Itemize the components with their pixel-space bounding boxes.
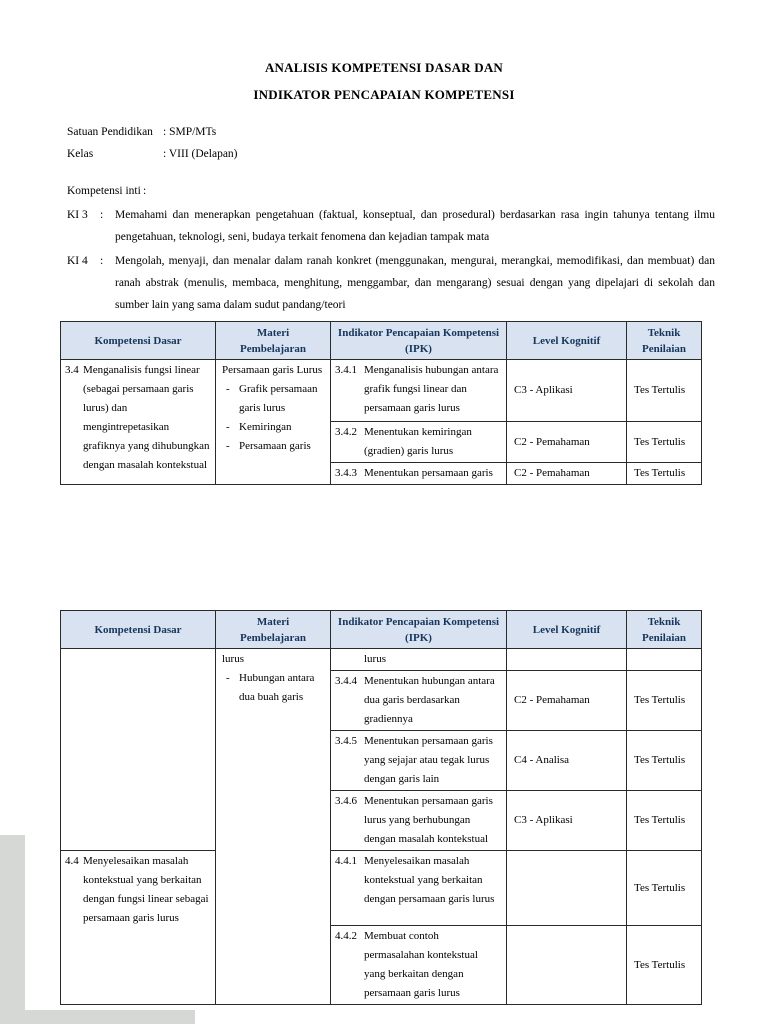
ipk-cell-3-4-3: [331, 463, 507, 485]
level-cell: [507, 851, 627, 926]
kd-text: Menyelesaikan masalah kontekstual yang berkaitan dengan fungsi linear sebagai persamaan garis lurus: [83, 855, 209, 924]
ipk-code: 3.4.4: [335, 675, 357, 687]
header-label: Pembelajaran: [240, 342, 306, 355]
analysis-table-1: [60, 321, 702, 485]
ipk-code: 3.4.5: [335, 735, 357, 747]
materi-intro: Persamaan garis Lurus: [222, 364, 323, 376]
ipk-code: 3.4.2: [335, 426, 357, 438]
ipk-text: Menentukan kemiringan (gradien) garis lurus: [364, 426, 472, 457]
teknik-cell: Tes Tertulis: [627, 422, 702, 463]
ipk-cell-3-4-1: [331, 360, 507, 422]
ki-3-colon: :: [100, 209, 104, 221]
bullet-dash: -: [226, 440, 230, 452]
ipk-code: 4.4.2: [335, 930, 357, 942]
ipk-code: 3.4.3: [335, 467, 357, 479]
viewer-background-bottom-strip: [0, 1010, 195, 1024]
kd-text: Menganalisis fungsi linear (sebagai persamaan garis lurus) dan mengintrepetasikan grafiknya yang dihubungkan dengan masalah kontekstual: [83, 364, 210, 471]
teknik-cell: [627, 649, 702, 671]
header-label: Materi: [256, 615, 290, 628]
materi-item: [226, 380, 326, 418]
ki-3-text: Memahami dan menerapkan pengetahuan (faktual, konseptual, dan prosedural) berdasarkan rasa ingin tahunya tentang ilmu pengetahuan, teknologi, seni, budaya terkait fenomena dan kejadian tampak mata: [115, 209, 715, 243]
kd-cell-empty: [61, 649, 216, 851]
table-1-header-row: [61, 322, 702, 360]
ipk-code: 3.4.6: [335, 795, 357, 807]
teknik-cell: Tes Tertulis: [627, 671, 702, 731]
materi-cell: [216, 360, 331, 485]
header-label: Level Kognitif: [532, 623, 601, 636]
header-cell-kompetensi-dasar: [61, 611, 216, 649]
document-title: [0, 54, 768, 108]
meta-row-satuan: [67, 121, 238, 143]
materi-item: [226, 437, 326, 456]
teknik-cell: Tes Tertulis: [627, 926, 702, 1005]
header-label: Penilaian: [641, 631, 686, 644]
header-label: Materi: [256, 326, 290, 339]
header-label: Teknik: [647, 615, 681, 628]
header-cell-ipk: [331, 611, 507, 649]
ipk-cell-4-4-2: [331, 926, 507, 1005]
ipk-code: 4.4.1: [335, 855, 357, 867]
level-cell: C2 - Pemahaman: [507, 422, 627, 463]
table-2-header-row: [61, 611, 702, 649]
ipk-code: 3.4.1: [335, 364, 357, 376]
ipk-text: Menentukan persamaan garis: [364, 467, 493, 479]
table-row: [61, 649, 702, 671]
header-label: (IPK): [405, 342, 432, 355]
header-cell-teknik-penilaian: [627, 322, 702, 360]
level-cell: C2 - Pemahaman: [507, 671, 627, 731]
header-cell-level-kognitif: [507, 322, 627, 360]
kompetensi-inti-colon: :: [143, 185, 147, 197]
title-line-1: ANALISIS KOMPETENSI DASAR DAN: [264, 60, 504, 75]
header-label: Indikator Pencapaian Kompetensi: [337, 615, 500, 628]
header-label: Pembelajaran: [240, 631, 306, 644]
header-cell-ipk: [331, 322, 507, 360]
kd-code: 4.4: [65, 855, 79, 867]
level-cell: C3 - Aplikasi: [507, 360, 627, 422]
ipk-text: Menentukan persamaan garis yang sejajar atau tegak lurus dengan garis lain: [364, 735, 493, 785]
materi-item: [226, 418, 326, 437]
ki-4-text: Mengolah, menyaji, dan menalar dalam ranah konkret (menggunakan, mengurai, merangkai, memodifikasi, dan membuat) dan ranah abstrak (menulis, membaca, menghitung, menggambar, dan mengarang) sesuai dengan yang dipelajari di sekolah dan sumber lain yang sama dalam sudut pandang/teori: [115, 255, 715, 311]
teknik-cell: Tes Tertulis: [627, 851, 702, 926]
kd-cell-4-4: [61, 851, 216, 1005]
header-cell-kompetensi-dasar: [61, 322, 216, 360]
table-row: [61, 851, 702, 926]
level-cell: [507, 926, 627, 1005]
header-cell-level-kognitif: [507, 611, 627, 649]
materi-item-text: Hubungan antara dua buah garis: [239, 672, 315, 703]
bullet-dash: -: [226, 383, 230, 395]
header-label: Kompetensi Dasar: [94, 623, 182, 636]
ipk-text: Menganalisis hubungan antara grafik fungsi linear dan persamaan garis lurus: [364, 364, 499, 414]
meta-row-kelas: [67, 143, 238, 165]
viewer-background-left-strip: [0, 835, 25, 1024]
meta-value-satuan: : SMP/MTs: [163, 126, 217, 138]
document-meta: [67, 121, 238, 165]
meta-label-satuan: Satuan Pendidikan: [67, 126, 153, 138]
kd-code: 3.4: [65, 364, 79, 376]
header-label: Level Kognitif: [532, 334, 601, 347]
ipk-cell-continuation: [331, 649, 507, 671]
ipk-cell-4-4-1: [331, 851, 507, 926]
header-label: Kompetensi Dasar: [94, 334, 182, 347]
materi-cell: [216, 649, 331, 1005]
level-cell: C3 - Aplikasi: [507, 791, 627, 851]
header-label: Indikator Pencapaian Kompetensi: [337, 326, 500, 339]
header-label: Penilaian: [641, 342, 686, 355]
ipk-text: lurus: [364, 653, 386, 665]
header-cell-materi: [216, 322, 331, 360]
level-cell: C4 - Analisa: [507, 731, 627, 791]
level-cell: C2 - Pemahaman: [507, 463, 627, 485]
ki-4-paragraph: [67, 250, 715, 316]
ki-4-code: KI 4: [67, 255, 88, 267]
level-cell: [507, 649, 627, 671]
kompetensi-inti-heading: [67, 180, 146, 202]
ki-3-code: KI 3: [67, 209, 88, 221]
header-cell-materi: [216, 611, 331, 649]
teknik-cell: Tes Tertulis: [627, 731, 702, 791]
header-label: Teknik: [647, 326, 681, 339]
ki-4-colon: :: [100, 255, 104, 267]
kompetensi-inti-label: Kompetensi inti: [67, 185, 141, 197]
analysis-table-2: [60, 610, 702, 1005]
materi-item-text: Kemiringan: [239, 421, 292, 433]
bullet-dash: -: [226, 421, 230, 433]
ipk-code: [335, 650, 364, 669]
ipk-text: Menentukan persamaan garis lurus yang berhubungan dengan masalah kontekstual: [364, 795, 493, 845]
teknik-cell: Tes Tertulis: [627, 791, 702, 851]
ipk-cell-3-4-2: [331, 422, 507, 463]
materi-item-text: Grafik persamaan garis lurus: [239, 383, 318, 414]
materi-item: [226, 669, 326, 707]
meta-value-kelas: : VIII (Delapan): [163, 148, 238, 160]
ipk-text: Membuat contoh permasalahan kontekstual yang berkaitan dengan persamaan garis lurus: [364, 930, 478, 999]
title-line-2: INDIKATOR PENCAPAIAN KOMPETENSI: [253, 87, 515, 102]
ki-3-paragraph: [67, 204, 715, 248]
kd-cell-3-4: [61, 360, 216, 485]
ipk-cell-3-4-5: [331, 731, 507, 791]
ipk-cell-3-4-4: [331, 671, 507, 731]
ipk-text: Menentukan hubungan antara dua garis berdasarkan gradiennya: [364, 675, 495, 725]
materi-continuation: lurus: [222, 653, 244, 665]
header-cell-teknik-penilaian: [627, 611, 702, 649]
meta-label-kelas: Kelas: [67, 148, 94, 160]
ipk-text: Menyelesaikan masalah kontekstual yang berkaitan dengan persamaan garis lurus: [364, 855, 495, 905]
bullet-dash: -: [226, 672, 230, 684]
materi-item-text: Persamaan garis: [239, 440, 311, 452]
teknik-cell: Tes Tertulis: [627, 463, 702, 485]
ipk-cell-3-4-6: [331, 791, 507, 851]
table-row: [61, 360, 702, 422]
header-label: (IPK): [405, 631, 432, 644]
teknik-cell: Tes Tertulis: [627, 360, 702, 422]
